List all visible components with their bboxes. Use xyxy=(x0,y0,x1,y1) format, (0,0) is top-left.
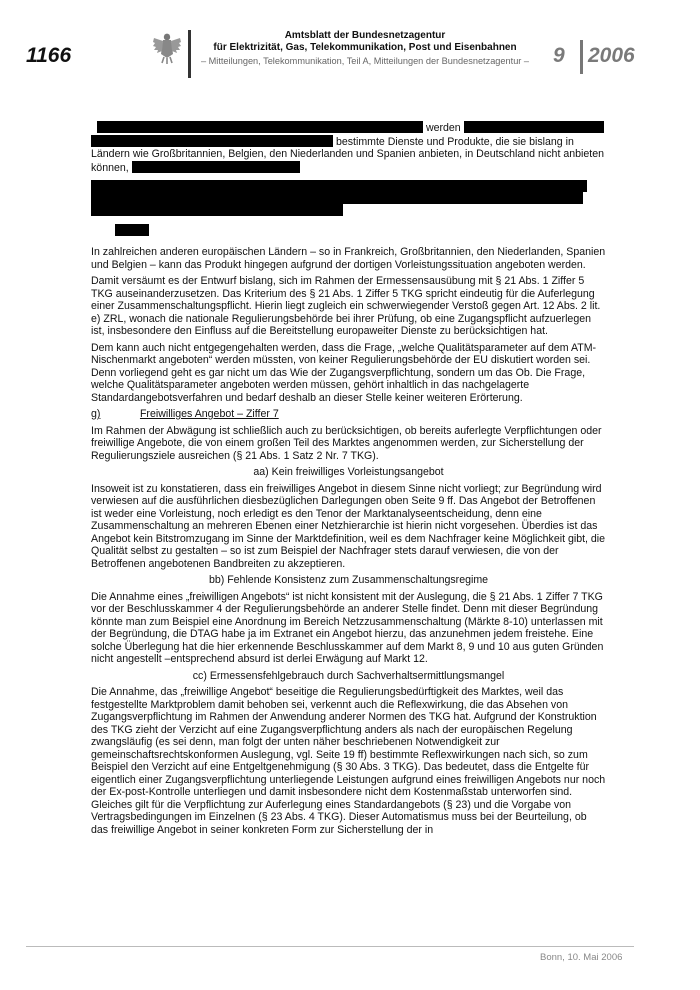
footer-date: Bonn, 10. Mai 2006 xyxy=(540,952,623,963)
issue-number: 9 xyxy=(553,44,565,67)
issue-year: 2006 xyxy=(588,44,635,67)
page-header xyxy=(0,0,700,80)
section-heading-g xyxy=(91,408,606,421)
paragraph: Insoweit ist zu konstatieren, dass ein freiwilliges Angebot in diesem Sinne nicht vorliegt; zur Begründung wird verwiesen auf die ausführlichen diesbezüglichen Darlegungen oben Seite 9 ff. Das Angebot der Betroffenen ist weder eine Vorleistung, noch erledigt es den Tenor der Marktanalyseentscheidung, denn eine Zusammenschaltung an mehreren Ebenen einer Netzhierarchie ist hierin nicht vorgesehen. Überdies ist das Angebot kein Bitstromzugang im Sinne der Marktdefinition, weil es dem Nachfrager keine Möglichkeit gibt, die Qualität selbst zu gestalten – so ist zum Beispiel der Nachfrager stets darauf verwiesen, die von der Betroffenen angebotenen Bandbreiten zu akzeptieren. xyxy=(91,482,606,570)
document-body xyxy=(91,121,606,840)
subheading-bb: bb) Fehlende Konsistenz zum Zusammenschaltungsregime xyxy=(208,574,489,586)
section-letter: g) xyxy=(91,408,101,420)
gazette-title-line1: Amtsblatt der Bundesnetzagentur xyxy=(284,30,446,41)
subheading-aa: aa) Kein freiwilliges Vorleistungsangebot xyxy=(253,466,444,478)
paragraph: Im Rahmen der Abwägung ist schließlich auch zu berücksichtigen, ob bereits auferlegte Verpflichtungen oder freiwillige Angebote, die von einem großen Teil des Marktes angenommen werden, zur Sicherstellung der Regulierungsziele ausreichen (§ 21 Abs. 1 Satz 2 Nr. 7 TKG). xyxy=(91,424,602,462)
gazette-subtitle: – Mitteilungen, Telekommunikation, Teil A, Mitteilungen der Bundesnetzagentur – xyxy=(200,56,530,66)
federal-eagle-icon xyxy=(152,30,182,66)
paragraph: Die Annahme eines „freiwilligen Angebots“ ist nicht konsistent mit der Auslegung, die § 21 Abs. 1 Ziffer 7 TKG vor der Beschlusskammer 4 der Regulierungsbehörde an anderer Stelle findet. Denn mit dieser Begründung könnte man zum Beispiel eine Anordnung im Bereich Netzzusammenschaltung (Märkte 8-10) unterlassen mit der Begründung, die DTAG habe ja im Extranet ein Angebot hierzu, das anzunehmen jedem freistehe. Eine solche Überlegung hat die hier erkennende Beschlusskammer auf dem Markt 8, 9 und 10 aus guten Gründen nicht angestellt –entsprechend absurd ist derlei Erwägung auf Markt 12. xyxy=(91,590,604,665)
redaction-block xyxy=(97,121,423,133)
footer-rule xyxy=(26,946,634,947)
paragraph-text: werden xyxy=(425,122,461,134)
page-number: 1166 xyxy=(26,44,72,67)
paragraph: Die Annahme, das „freiwillige Angebot“ beseitige die Regulierungsbedürftigkeit des Marktes, weil das festgestellte Marktproblem damit behoben sei, verkennt auch die Reflexwirkung, die das Absehen von Zugangsverpflichtung im Rahmen der Anwendung anderer Normen des TKG hat. Aufgrund der Konstruktion des TKG zieht der Verzicht auf eine Zugangsverpflichtung anders als nach der europäischen Regelung zwangsläufig (es sei denn, man folgt der unten näher beschriebenen Notwendigkeit zur gemeinschaftsrechtskonformen Auslegung, vgl. Seite 19 ff) bestimmte Reflexwirkungen nach sich, so zum Beispiel den Verzicht auf eine Entgeltgenehmigung (§ 30 Abs. 3 TKG). Das bedeutet, dass die Entgelte für eigentlich einer Zugangsverpflichtung unterliegende Leistungen aufgrund eines freiwilligen Angebots nur noch der Ex-post-Kontrolle unterliegen und damit insbesondere nicht dem Kostenmaßstab unterworfen sind. Gleiches gilt für die Verpflichtung zur Auferlegung eines Standardangebots (§ 23) und die Vorgabe von Vertragsbedingungen im Einzelnen (§ 23 Abs. 4 TKG). Dieser Automatismus muss bei der Beurteilung, ob das freiwillige Angebot in seiner konkreten Form zur Sicherstellung der in xyxy=(91,686,606,836)
subheading-cc: cc) Ermessensfehlgebrauch durch Sachverhaltsermittlungsmangel xyxy=(192,669,505,682)
paragraph-redacted-1 xyxy=(91,121,606,174)
header-rule xyxy=(188,30,191,78)
paragraph: Dem kann auch nicht entgegengehalten werden, dass die Frage, „welche Qualitätsparameter auf dem ATM-Nischenmarkt angeboten“ werden müssten, von keiner Regulierungsbehörde der EU diskutiert worden sei. Denn vorliegend geht es gar nicht um das Wie der Zugangsverpflichtung, sondern um das Ob. Die Frage, welche Qualitätsparameter angeboten werden müssen, gehört inhaltlich in das nachgelagerte Standardangebotsverfahren und bedarf deshalb an dieser Stelle keiner weiteren Erörterung. xyxy=(91,341,597,404)
redacted-block-group xyxy=(91,180,606,236)
gazette-title-line2: für Elektrizität, Gas, Telekommunikation, Post und Eisenbahnen xyxy=(213,41,517,53)
redaction-block xyxy=(91,135,333,147)
redaction-block xyxy=(115,224,149,236)
paragraph: In zahlreichen anderen europäischen Ländern – so in Frankreich, Großbritannien, den Niederlanden, Spanien und Belgien – kann das Produkt hingegen aufgrund der dortigen Vorleistungssituation angeboten werden. xyxy=(91,246,606,271)
section-title: Freiwilliges Angebot – Ziffer 7 xyxy=(139,408,279,420)
redaction-block xyxy=(464,121,604,133)
paragraph: Damit versäumt es der Entwurf bislang, sich im Rahmen der Ermessensausübung mit § 21 Abs. 1 Ziffer 5 TKG auseinanderzusetzen. Das Kriterium des § 21 Abs. 1 Ziffer 5 TKG spricht eindeutig für die Auferlegung einer Zusammenschaltungspflicht. Hierin liegt zugleich ein schwerwiegender Verstoß gegen Art. 12 Abs. 2 lit. e) ZRL, wonach die nationale Regulierungsbehörde bei ihrer Prüfung, ob eine Zugangspflicht aufzuerlegen ist, insbesondere den Einfluss auf die Bereitstellung europaweiter Dienste zu berücksichtigen hat. xyxy=(91,275,601,337)
redaction-block xyxy=(91,192,583,204)
header-titles xyxy=(195,30,535,67)
redaction-block xyxy=(132,161,300,173)
paragraph-text: bestimmte Dienste und Produkte, die sie bislang in Ländern wie Großbritannien, Belgien, den Niederlanden und Spanien anbieten, in Deutschland nicht anbieten können, xyxy=(91,135,604,174)
redaction-block xyxy=(91,204,343,216)
issue-divider xyxy=(580,40,583,74)
redaction-block xyxy=(91,180,587,192)
